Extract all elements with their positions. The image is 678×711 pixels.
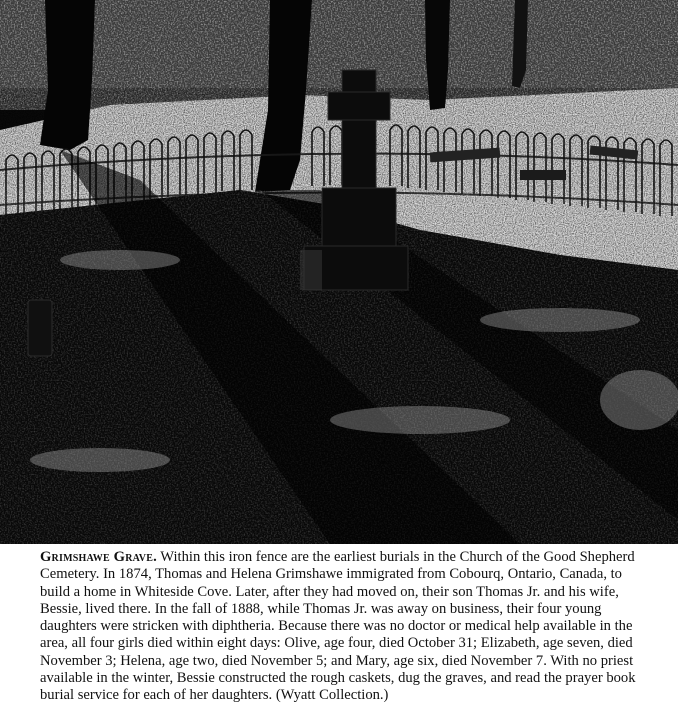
- photo-caption: [40, 549, 640, 705]
- caption-text: Within this iron fence are the earliest burials in the Church of the Good Shepherd Cemetery. In 1874, Thomas and Helena Grimshawe immigrated from Cobourq, Ontario, Canada, to build a home in Whiteside Cove. Later, after they had moved on, their son Thomas Jr. and his wife, Bessie, lived there. In the fall of 1888, while Thomas Jr. was away on business, their four young daughters were stricken with diphtheria. Because there was no doctor or medical help available in the area, all four girls died within eight days: Olive, age four, died October 31; Elizabeth, age seven, died November 3; Helena, age two, died November 5; and Mary, age six, died November 7. With no priest available in the winter, Bessie constructed the rough caskets, dug the graves, and read the prayer book burial service for each of her daughters. (Wyatt Collection.): [40, 549, 636, 704]
- caption-title: Grimshawe Grave.: [40, 549, 157, 565]
